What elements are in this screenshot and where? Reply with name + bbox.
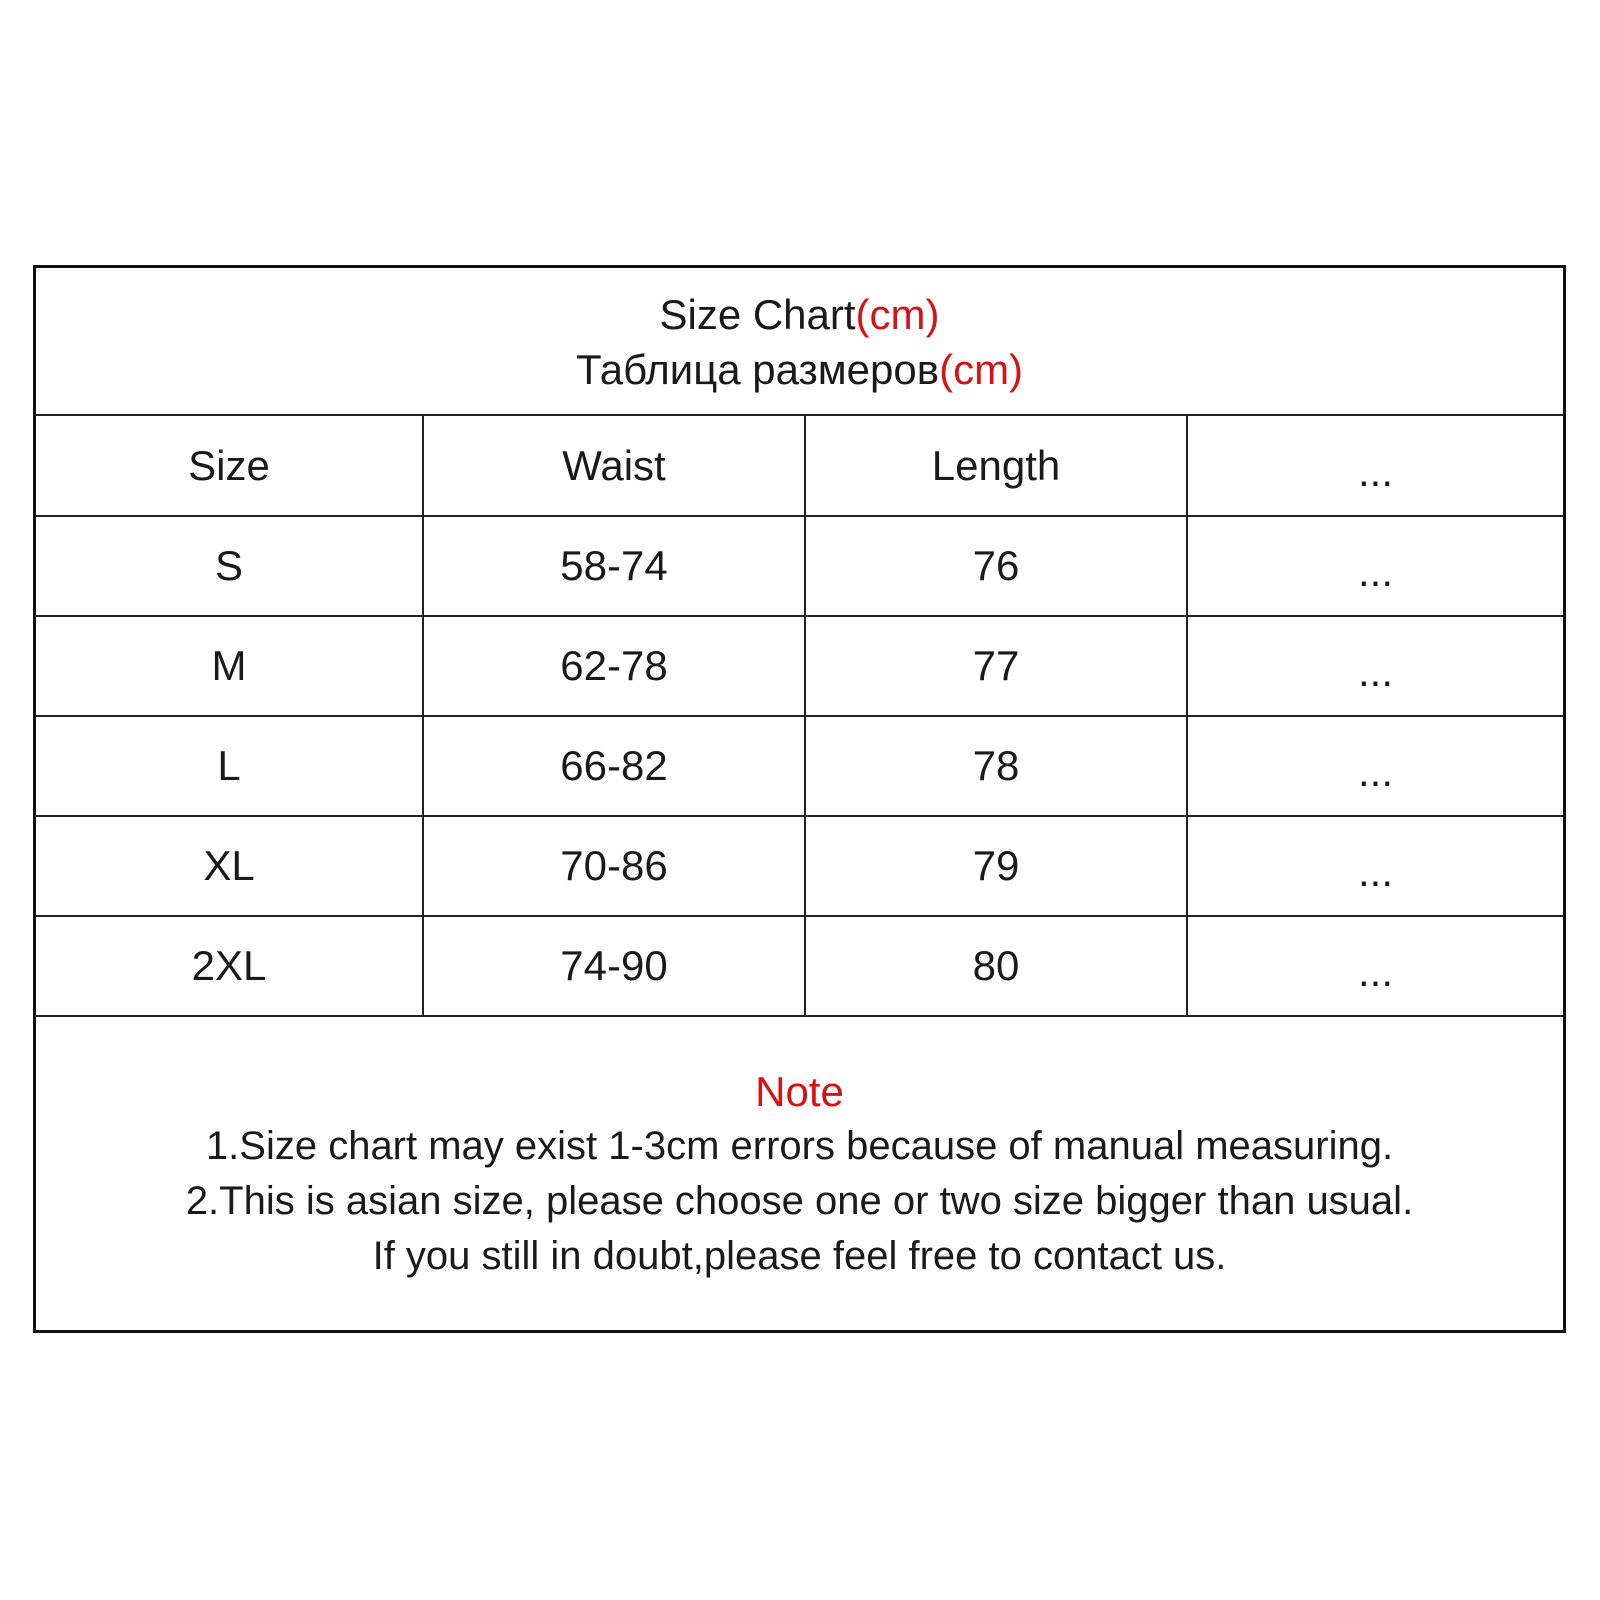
size-table — [36, 416, 1563, 1017]
header-size: Size — [36, 416, 423, 516]
size-chart — [33, 265, 1566, 1333]
cell-size: 2XL — [36, 916, 423, 1016]
header-length: Length — [805, 416, 1187, 516]
header-more — [1187, 416, 1563, 516]
cell-waist: 70-86 — [423, 816, 805, 916]
cell-length: 78 — [805, 716, 1187, 816]
cell-size: M — [36, 616, 423, 716]
table-row — [36, 916, 1563, 1016]
title-line-russian — [36, 345, 1563, 395]
cell-size: XL — [36, 816, 423, 916]
ellipsis: ... — [1357, 748, 1393, 795]
cell-length: 80 — [805, 916, 1187, 1016]
title-unit-english: (cm) — [855, 291, 940, 338]
cell-waist: 62-78 — [423, 616, 805, 716]
note-line: If you still in doubt,please feel free to contact us. — [372, 1234, 1227, 1278]
table-row — [36, 716, 1563, 816]
table-row — [36, 816, 1563, 916]
ellipsis: ... — [1357, 648, 1393, 695]
title-line-english — [36, 290, 1563, 340]
cell-waist: 58-74 — [423, 516, 805, 616]
ellipsis: ... — [1357, 948, 1393, 995]
cell-more — [1187, 616, 1563, 716]
cell-more — [1187, 516, 1563, 616]
table-header-row — [36, 416, 1563, 516]
cell-length: 77 — [805, 616, 1187, 716]
note-title: Note — [755, 1068, 844, 1115]
ellipsis: ... — [1357, 848, 1393, 895]
note-line: 1.Size chart may exist 1-3cm errors because of manual measuring. — [205, 1124, 1394, 1168]
table-row — [36, 516, 1563, 616]
cell-size: L — [36, 716, 423, 816]
ellipsis: ... — [1357, 447, 1393, 495]
ellipsis: ... — [1357, 548, 1393, 595]
cell-length: 79 — [805, 816, 1187, 916]
title-unit-russian: (cm) — [939, 346, 1024, 393]
header-waist: Waist — [423, 416, 805, 516]
cell-waist: 66-82 — [423, 716, 805, 816]
cell-more — [1187, 916, 1563, 1016]
title-text-english: Size Chart — [659, 291, 856, 338]
cell-length: 76 — [805, 516, 1187, 616]
note-line: 2.This is asian size, please choose one or two size bigger than usual. — [185, 1179, 1414, 1223]
title-text-russian: Таблица размеров — [575, 346, 940, 393]
cell-more — [1187, 816, 1563, 916]
table-row — [36, 616, 1563, 716]
cell-size: S — [36, 516, 423, 616]
cell-waist: 74-90 — [423, 916, 805, 1016]
chart-title — [36, 268, 1563, 416]
cell-more — [1187, 716, 1563, 816]
